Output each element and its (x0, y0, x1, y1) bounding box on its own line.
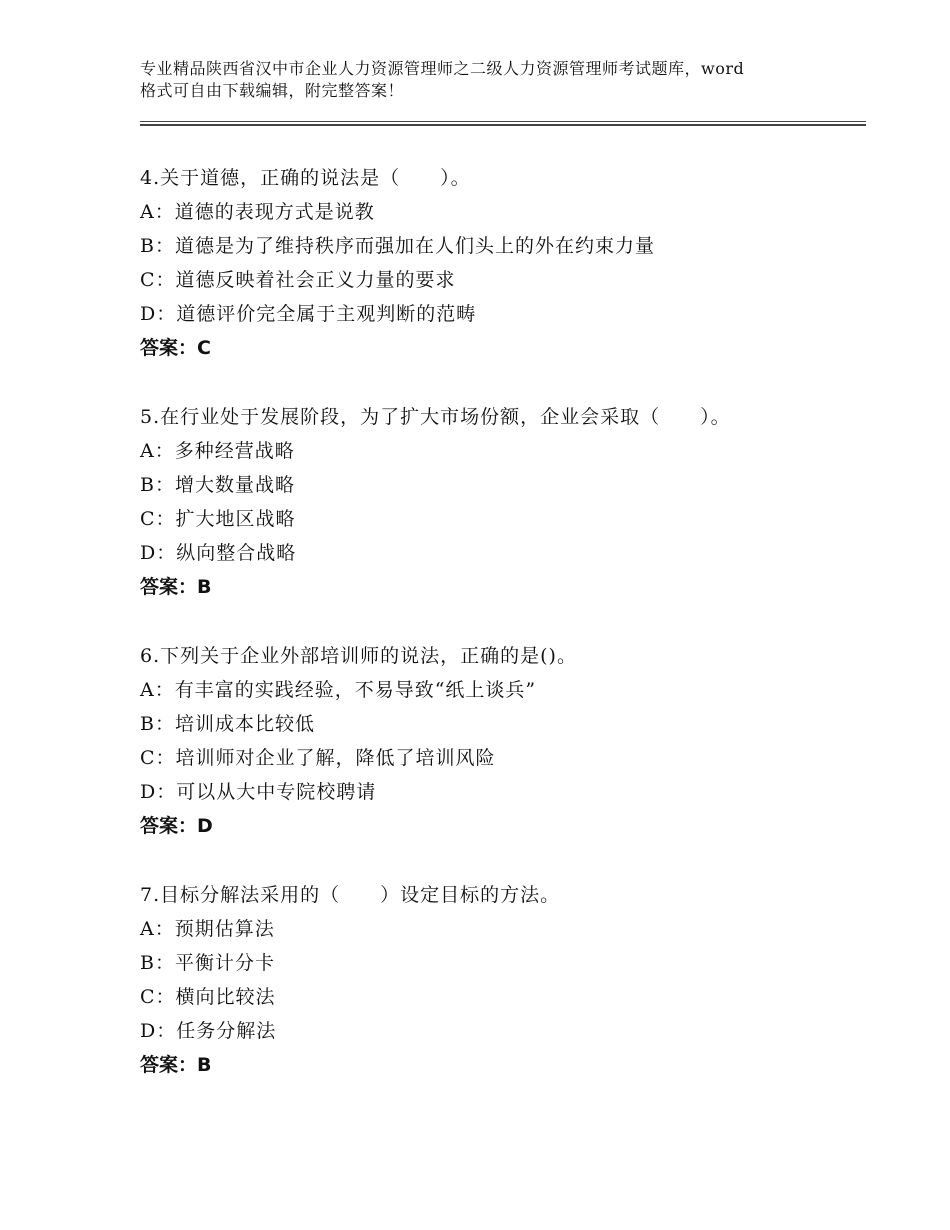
question-stem: 7.目标分解法采用的（ ）设定目标的方法。 (140, 884, 561, 906)
question-4 (140, 161, 860, 365)
option-a: A：道德的表现方式是说教 (140, 201, 375, 223)
option-c: C：培训师对企业了解，降低了培训风险 (140, 747, 496, 769)
question-5 (140, 400, 860, 604)
question-stem: 5.在行业处于发展阶段，为了扩大市场份额，企业会采取（ ）。 (140, 406, 731, 428)
option-b: B：增大数量战略 (140, 474, 295, 496)
question-stem: 6.下列关于企业外部培训师的说法，正确的是()。 (140, 645, 577, 667)
option-c: C：道德反映着社会正义力量的要求 (140, 269, 456, 291)
option-d: D：任务分解法 (140, 1020, 277, 1042)
header-title-line-2: 格式可自由下载编辑，附完整答案！ (140, 81, 405, 100)
option-d: D：纵向整合战略 (140, 542, 297, 564)
header-title-line-1: 专业精品陕西省汉中市企业人力资源管理师之二级人力资源管理师考试题库，word (140, 59, 745, 78)
option-d: D：可以从大中专院校聘请 (140, 781, 377, 803)
option-a: A：预期估算法 (140, 918, 275, 940)
option-a: A：有丰富的实践经验，不易导致“纸上谈兵” (140, 679, 537, 701)
option-d: D：道德评价完全属于主观判断的范畴 (140, 303, 477, 325)
option-a: A：多种经营战略 (140, 440, 295, 462)
answer: 答案：B (140, 1054, 212, 1076)
answer: 答案：C (140, 337, 211, 359)
answer: 答案：B (140, 576, 212, 598)
header-divider-thin (140, 121, 866, 122)
option-c: C：横向比较法 (140, 986, 276, 1008)
question-7 (140, 878, 860, 1082)
option-b: B：平衡计分卡 (140, 952, 275, 974)
question-stem: 4.关于道德，正确的说法是（ ）。 (140, 167, 471, 189)
question-6 (140, 639, 860, 843)
document-header (140, 58, 840, 102)
answer: 答案：D (140, 815, 213, 837)
header-divider-thick (140, 124, 866, 126)
option-b: B：道德是为了维持秩序而强加在人们头上的外在约束力量 (140, 235, 655, 257)
option-b: B：培训成本比较低 (140, 713, 315, 735)
option-c: C：扩大地区战略 (140, 508, 296, 530)
